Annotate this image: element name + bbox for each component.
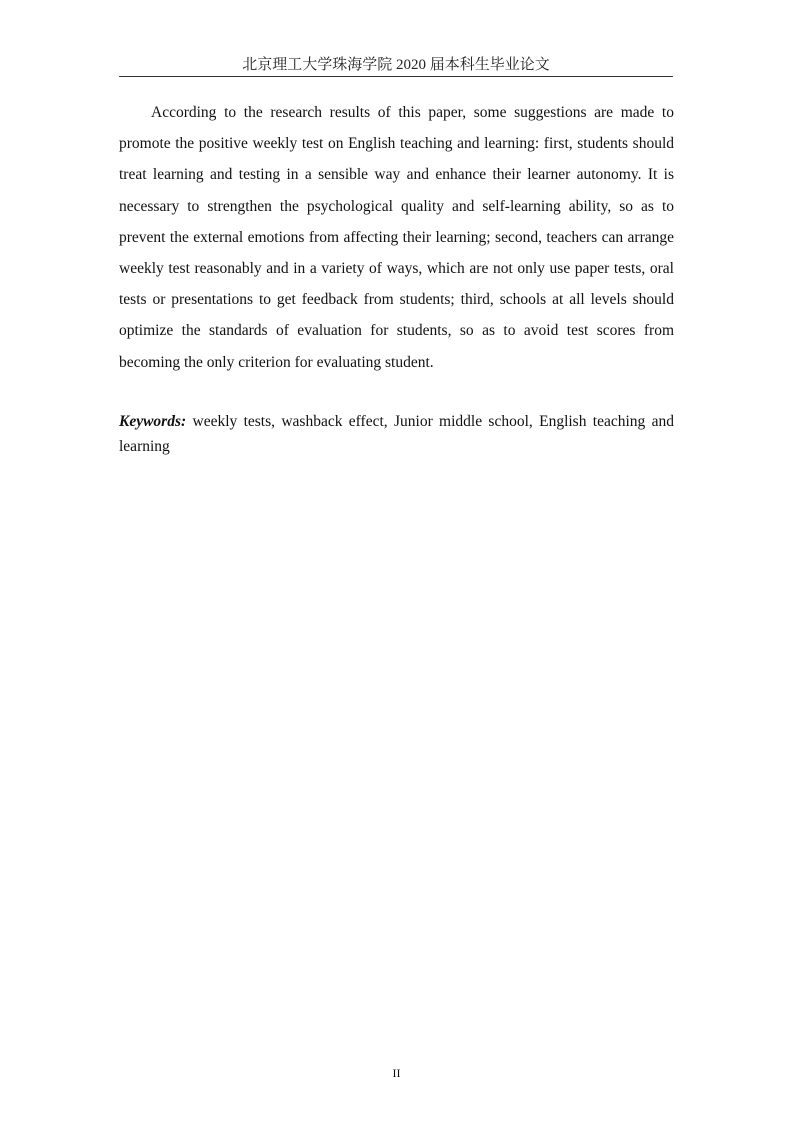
keywords-line — [119, 409, 674, 459]
keywords-label: Keywords: — [119, 413, 187, 430]
keywords-text: weekly tests, washback effect, Junior middle school, English teaching and learning — [119, 413, 674, 455]
page-header: 北京理工大学珠海学院 2020 届本科生毕业论文 — [242, 57, 550, 73]
abstract-paragraph: According to the research results of this paper, some suggestions are made to promote the positive weekly test on English teaching and learning: first, students should treat learning and testing in a sensible way and enhance their learner autonomy. It is necessary to strengthen the psychological quality and self-learning ability, so as to prevent the external emotions from affecting their learning; second, teachers can arrange weekly test reasonably and in a variety of ways, which are not only use paper tests, oral tests or presentations to get feedback from students; third, schools at all levels should optimize the standards of evaluation for students, so as to avoid test scores from becoming the only criterion for evaluating student. — [119, 104, 674, 371]
header-divider — [119, 76, 673, 77]
page-number: II — [392, 1066, 401, 1080]
